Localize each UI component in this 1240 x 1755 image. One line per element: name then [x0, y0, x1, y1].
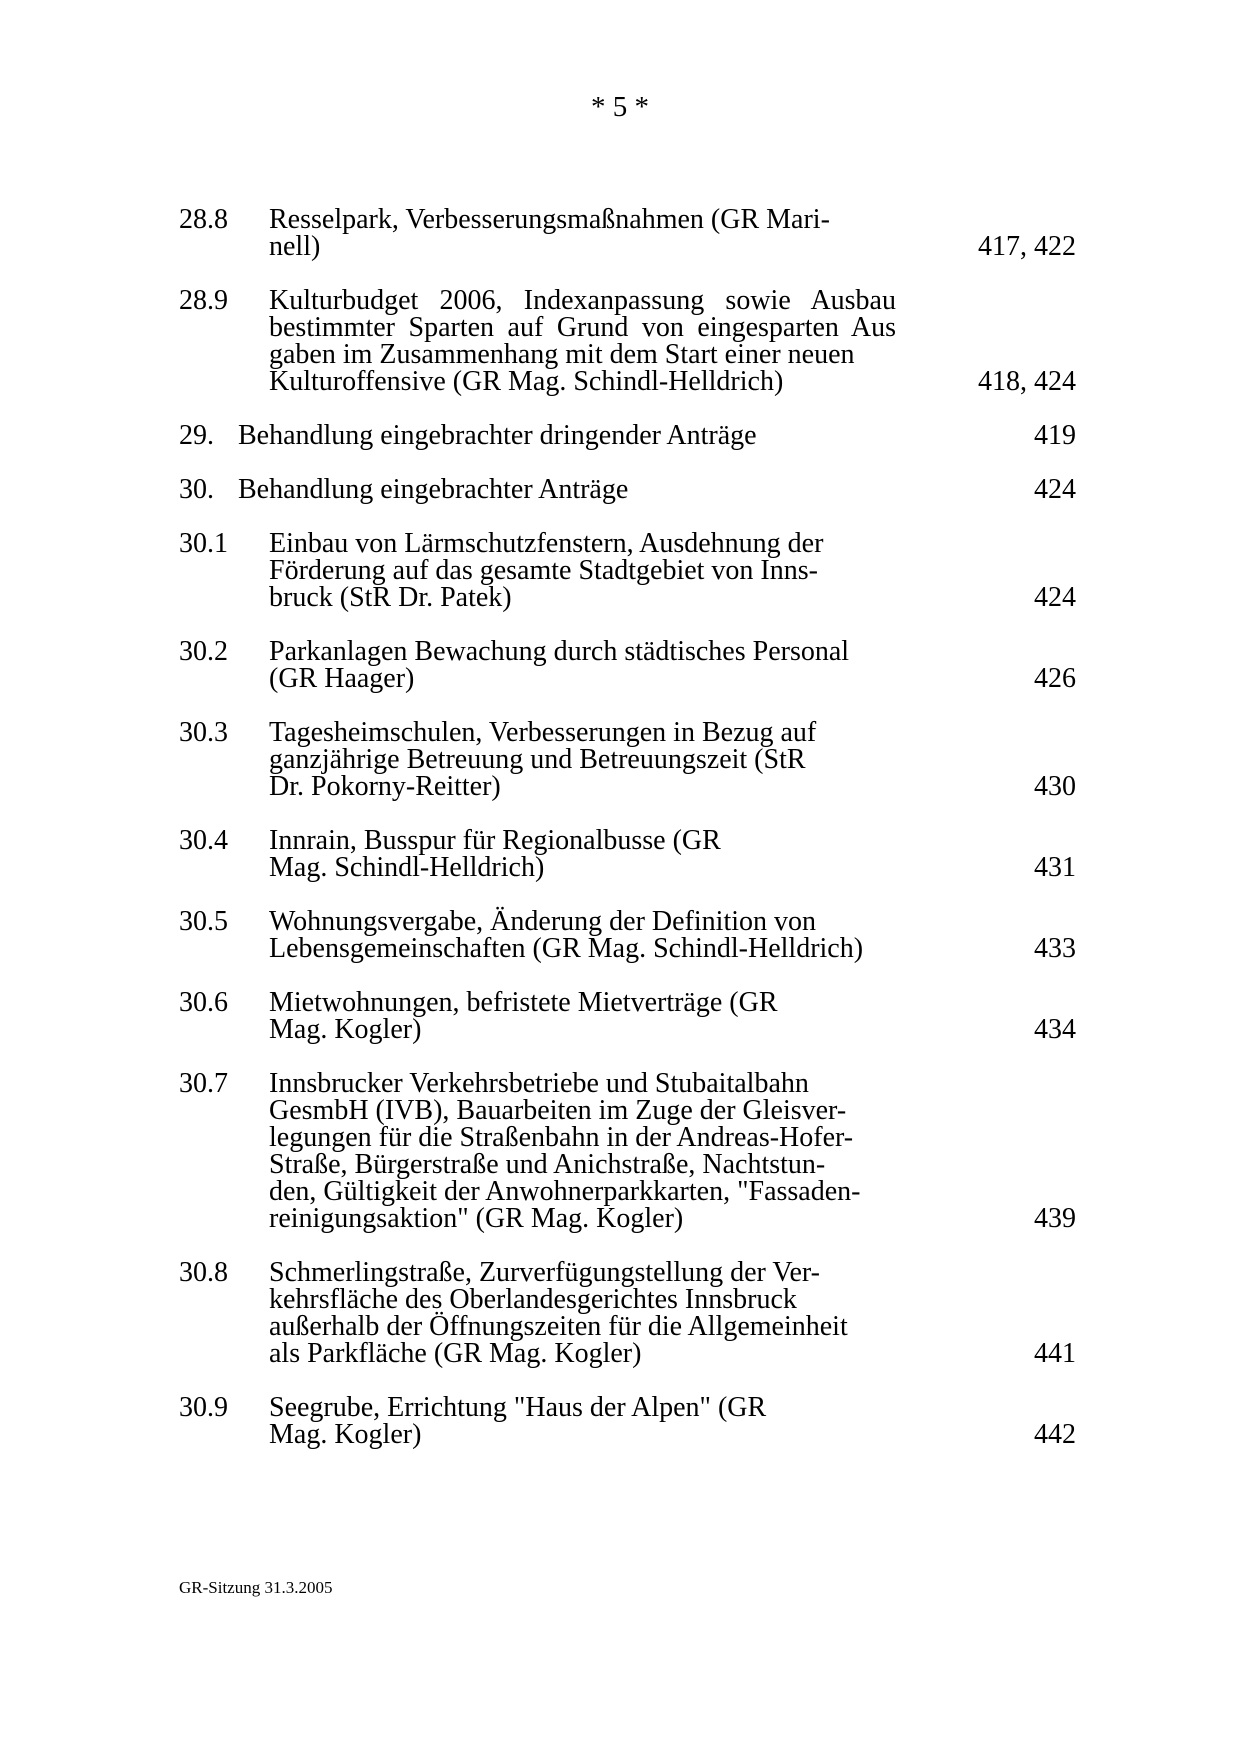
toc-entry-line: (GR Haager): [269, 663, 415, 694]
toc-entry-title: [269, 989, 896, 1043]
toc-entry-30-2: [179, 638, 1076, 692]
toc-entry-28-8: [179, 206, 1076, 260]
toc-entry-line: reinigungsaktion" (GR Mag. Kogler): [269, 1203, 684, 1234]
toc-entry-line: GesmbH (IVB), Bauarbeiten im Zuge der Gleisver-: [269, 1095, 847, 1126]
toc-entry-number: 29.: [179, 420, 214, 451]
page-number: * 5 *: [591, 91, 649, 123]
toc-entry-line: Dr. Pokorny-Reitter): [269, 771, 501, 802]
toc-entry-line: Innrain, Busspur für Regionalbusse (GR: [269, 825, 721, 856]
toc-entry-line: Förderung auf das gesamte Stadtgebiet von Inns-: [269, 555, 818, 586]
toc-entry-page: 430: [1034, 771, 1076, 802]
toc-entry-line: Wohnungsvergabe, Änderung der Definition von: [269, 906, 816, 937]
toc-entry-line: Straße, Bürgerstraße und Anichstraße, Nachtstun-: [269, 1149, 826, 1180]
toc-entry-number: 28.9: [179, 285, 228, 316]
toc-entry-title: [269, 638, 896, 692]
toc-entry-number: 30.3: [179, 717, 228, 748]
toc-entry-line: bestimmter Sparten auf Grund von eingesparten Aus: [269, 312, 896, 343]
toc-entry-title: [269, 530, 896, 611]
toc-entry-line: Kulturbudget 2006, Indexanpassung sowie Ausbau: [269, 285, 896, 316]
toc-entry-number: 30.7: [179, 1068, 228, 1099]
toc-entry-page: 441: [1034, 1338, 1076, 1369]
toc-entry-line: den, Gültigkeit der Anwohnerparkkarten, "Fassaden-: [269, 1176, 861, 1207]
toc-entry-page: 424: [1034, 582, 1076, 613]
toc-entry-line: Kulturoffensive (GR Mag. Schindl-Helldrich): [269, 366, 784, 397]
toc-entry-30: [179, 476, 1076, 503]
toc-entry-line: Tagesheimschulen, Verbesserungen in Bezug auf: [269, 717, 817, 748]
toc-entry-page: 439: [1034, 1203, 1076, 1234]
toc-entry-page: 418, 424: [978, 366, 1076, 397]
toc-entry-page: 417, 422: [978, 231, 1076, 262]
toc-entry-number: 30.2: [179, 636, 228, 667]
toc-entry-number: 30.: [179, 474, 214, 505]
toc-entry-line: gaben im Zusammenhang mit dem Start einer neuen: [269, 339, 855, 370]
toc-entry-page: 433: [1034, 933, 1076, 964]
toc-entry-line: Resselpark, Verbesserungsmaßnahmen (GR Mari-: [269, 204, 830, 235]
toc-entry-line: als Parkfläche (GR Mag. Kogler): [269, 1338, 642, 1369]
toc-entry-number: 30.8: [179, 1257, 228, 1288]
toc-entry-line: Behandlung eingebrachter Anträge: [238, 474, 629, 505]
toc-entry-30-8: [179, 1259, 1076, 1367]
toc-entry-30-7: [179, 1070, 1076, 1232]
toc-entry-line: Mag. Kogler): [269, 1014, 422, 1045]
toc-entry-line: kehrsfläche des Oberlandesgerichtes Innsbruck: [269, 1284, 797, 1315]
toc-entry-line: ganzjährige Betreuung und Betreuungszeit (StR: [269, 744, 806, 775]
footer-session-date: GR-Sitzung 31.3.2005: [179, 1578, 333, 1597]
toc-entry-line: Mag. Kogler): [269, 1419, 422, 1450]
toc-entry-30-3: [179, 719, 1076, 800]
toc-entry-number: 30.6: [179, 987, 228, 1018]
toc-entry-page: 442: [1034, 1419, 1076, 1450]
toc-entry-line: Mietwohnungen, befristete Mietverträge (GR: [269, 987, 778, 1018]
toc-entry-line: legungen für die Straßenbahn in der Andreas-Hofer-: [269, 1122, 854, 1153]
toc-entry-title: [269, 1394, 896, 1448]
toc-entry-30-9: [179, 1394, 1076, 1448]
toc-entry-page: 426: [1034, 663, 1076, 694]
toc-entry-30-1: [179, 530, 1076, 611]
toc-entry-number: 28.8: [179, 204, 228, 235]
toc-entry-line: Innsbrucker Verkehrsbetriebe und Stubaitalbahn: [269, 1068, 809, 1099]
toc-entry-30-6: [179, 989, 1076, 1043]
toc-entry-title: [269, 287, 896, 395]
toc-entry-title: [269, 719, 896, 800]
toc-entry-title: [238, 476, 896, 503]
toc-entry-title: [269, 827, 896, 881]
toc-entry-page: 419: [1034, 420, 1076, 451]
toc-entry-title: [269, 206, 896, 260]
toc-entry-title: [269, 1070, 896, 1232]
toc-entry-number: 30.9: [179, 1392, 228, 1423]
toc-entry-28-9: [179, 287, 1076, 395]
toc-entry-page: 424: [1034, 474, 1076, 505]
toc-entry-30-4: [179, 827, 1076, 881]
toc-entry-line: Schmerlingstraße, Zurverfügungstellung der Ver-: [269, 1257, 820, 1288]
toc-entry-title: [269, 1259, 896, 1367]
toc-entry-line: nell): [269, 231, 321, 262]
toc-entry-number: 30.4: [179, 825, 228, 856]
toc-entry-line: Mag. Schindl-Helldrich): [269, 852, 545, 883]
toc-entry-29: [179, 422, 1076, 449]
toc-entry-title: [269, 908, 896, 962]
toc-entry-line: Behandlung eingebrachter dringender Anträge: [238, 420, 757, 451]
toc-entry-line: Einbau von Lärmschutzfenstern, Ausdehnung der: [269, 528, 824, 559]
toc-entry-line: außerhalb der Öffnungszeiten für die Allgemeinheit: [269, 1311, 848, 1342]
toc-entry-line: bruck (StR Dr. Patek): [269, 582, 512, 613]
toc-entry-30-5: [179, 908, 1076, 962]
toc-entry-page: 434: [1034, 1014, 1076, 1045]
toc-entry-line: Seegrube, Errichtung "Haus der Alpen" (GR: [269, 1392, 767, 1423]
toc-entry-line: Parkanlagen Bewachung durch städtisches Personal: [269, 636, 850, 667]
toc-entry-number: 30.5: [179, 906, 228, 937]
toc-entry-page: 431: [1034, 852, 1076, 883]
toc-entry-title: [238, 422, 896, 449]
toc-entry-line: Lebensgemeinschaften (GR Mag. Schindl-Helldrich): [269, 933, 864, 964]
toc-entry-number: 30.1: [179, 528, 228, 559]
